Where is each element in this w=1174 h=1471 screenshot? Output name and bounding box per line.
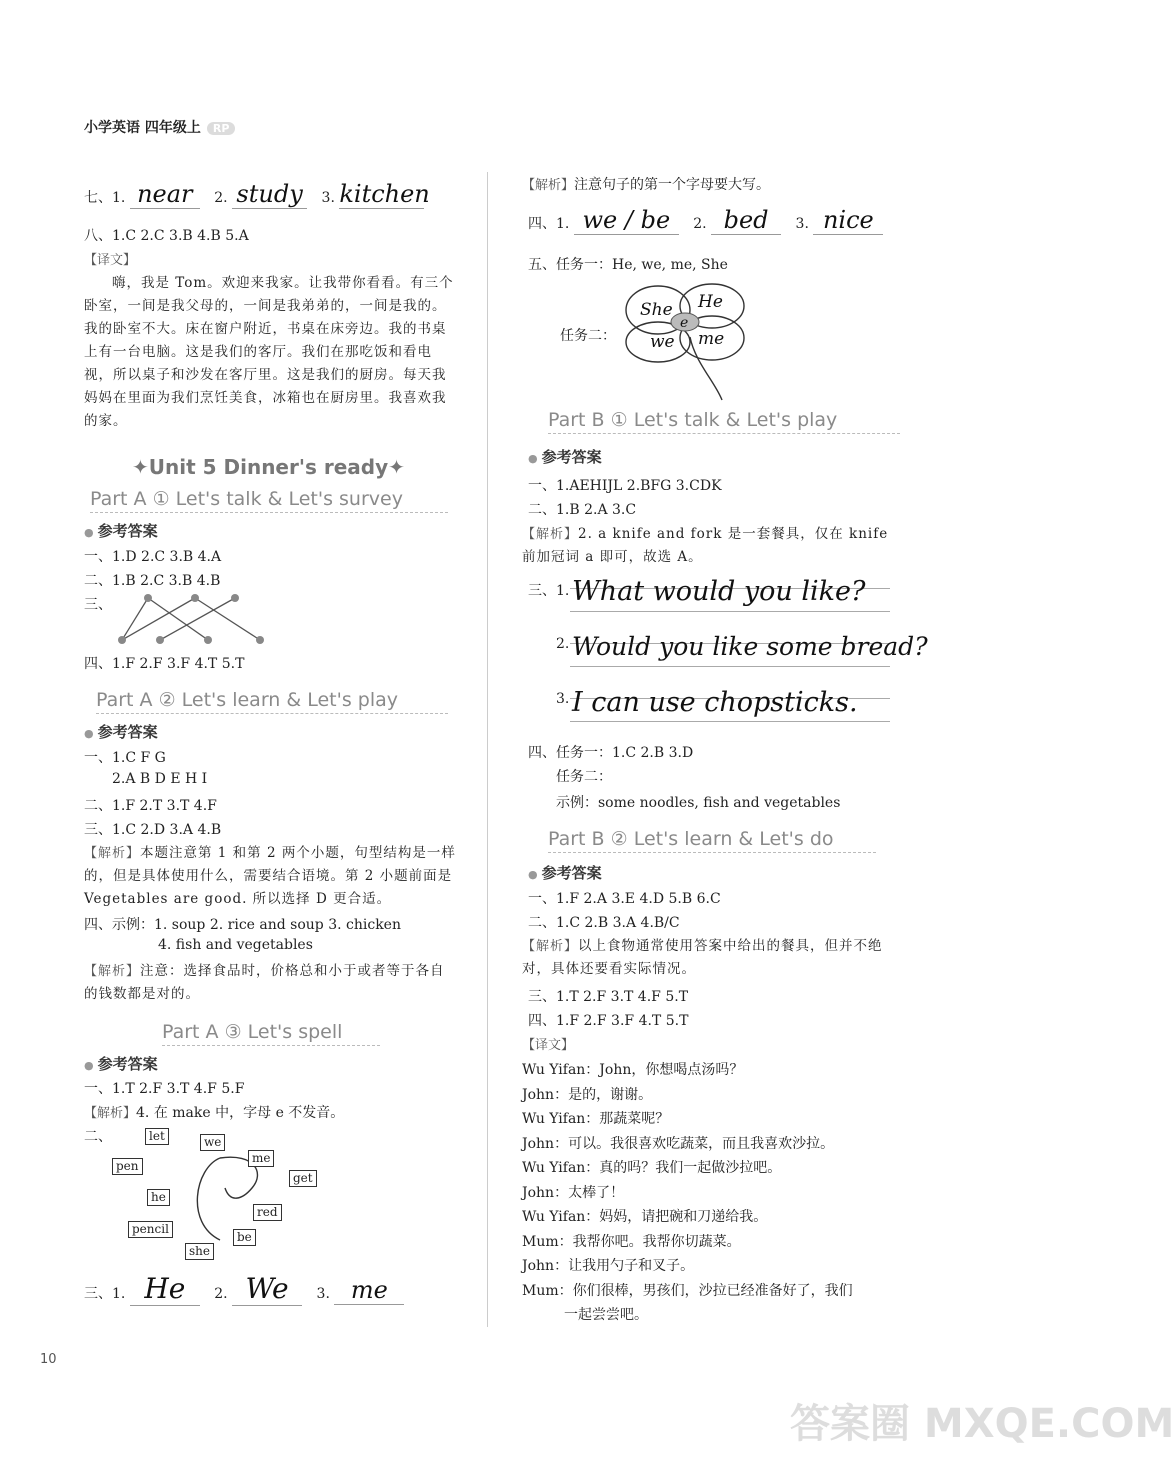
sentence-number: 3. bbox=[556, 691, 570, 707]
sentence-number: 三、1. bbox=[528, 583, 570, 599]
answer-line: 任务二： bbox=[556, 769, 612, 785]
flower-center: e bbox=[680, 315, 689, 331]
answer-line: 三、 bbox=[84, 597, 112, 613]
answer-we-be: we / be bbox=[574, 206, 679, 235]
dialog-line: Wu Yifan：妈妈，请把碗和刀递给我。 bbox=[522, 1209, 768, 1225]
answer-line: 四、示例：1. soup 2. rice and soup 3. chicken bbox=[84, 917, 401, 933]
part-a3-heading: Part A ③ Let's spell bbox=[162, 1021, 380, 1046]
dialog-line: Mum：你们很棒，男孩们，沙拉已经准备好了，我们 bbox=[522, 1282, 853, 1299]
dialog-line: Wu Yifan：John，你想喝点汤吗？ bbox=[522, 1062, 744, 1078]
answer-line: 一、1.F 2.A 3.E 4.D 5.B 6.C bbox=[528, 891, 721, 907]
word-box: pencil bbox=[128, 1221, 173, 1238]
word-box: he bbox=[147, 1189, 170, 1206]
petal-he: He bbox=[698, 292, 723, 312]
answer-line: 4. fish and vegetables bbox=[158, 937, 313, 953]
page-number: 10 bbox=[40, 1352, 57, 1367]
column-divider bbox=[487, 172, 488, 1327]
part-b1-heading: Part B ① Let's talk & Let's play bbox=[548, 409, 900, 434]
word-box: she bbox=[185, 1243, 214, 1260]
a3-analysis: 【解析】4. 在 make 中，字母 e 不发音。 bbox=[84, 1105, 345, 1121]
unit-title: ✦Unit 5 Dinner's ready✦ bbox=[132, 455, 405, 479]
translation-text: 嗨，我是 Tom。欢迎来我家。让我带你看看。有三个卧室，一间是我父母的，一间是我弟弟的，一间是我的。我的卧室不大。床在窗户附近，书桌在床旁边。我的书桌上有一台电脑。这是我们的客厅。我们在那吃饭和看电视，所以桌子和沙发在客厅里。这是我们的厨房。每天我妈妈在里面为我们烹饪美食，冰箱也在厨房里。我喜欢我的家。 bbox=[84, 275, 454, 429]
answer-nice: nice bbox=[813, 206, 883, 235]
ref-answer-label: ● 参考答案 bbox=[528, 446, 602, 467]
dialog-line: Wu Yifan：真的吗？我们一起做沙拉吧。 bbox=[522, 1160, 782, 1176]
left-q7: 七、1. near 2. study 3. kitchen bbox=[84, 180, 430, 208]
a2-analysis-2: 【解析】注意：选择食品时，价格总和小于或者等于各自的钱数都是对的。 bbox=[84, 963, 445, 1002]
answer-me: me bbox=[334, 1276, 404, 1305]
petal-we: we bbox=[650, 332, 675, 352]
clover-flower bbox=[620, 282, 755, 402]
answer-line: 2.A B D E H I bbox=[112, 771, 208, 787]
answer-he: He bbox=[130, 1272, 200, 1306]
dialog-line: John：让我用勺子和叉子。 bbox=[522, 1258, 695, 1274]
answer-line: 示例：some noodles, fish and vegetables bbox=[556, 795, 841, 811]
translation-tag: 【译文】 bbox=[84, 253, 137, 268]
word-box: be bbox=[233, 1229, 256, 1246]
watermark: 答案圈 MXQE.COM bbox=[790, 1401, 1174, 1447]
b1-analysis: 【解析】2. a knife and fork 是一套餐具，仅在 knife 前加冠词 a 即可，故选 A。 bbox=[522, 526, 889, 565]
answer-line: 三、1.C 2.D 3.A 4.B bbox=[84, 822, 222, 838]
part-a2-heading: Part A ② Let's learn & Let's play bbox=[96, 689, 448, 714]
petal-me: me bbox=[698, 329, 725, 349]
answer-line: 一、1.T 2.F 3.T 4.F 5.F bbox=[84, 1081, 245, 1097]
dialog bbox=[522, 1058, 853, 1328]
word-box: let bbox=[145, 1128, 169, 1145]
answer-line: 二、1.B 2.A 3.C bbox=[528, 502, 637, 518]
word-box: pen bbox=[112, 1158, 143, 1175]
matching-diagram bbox=[110, 590, 270, 650]
part-a1-heading: Part A ① Let's talk & Let's survey bbox=[90, 488, 448, 513]
answer-kitchen: kitchen bbox=[339, 180, 430, 208]
answer-line: 二、1.F 2.T 3.T 4.F bbox=[84, 798, 217, 814]
ref-answer-label: ● 参考答案 bbox=[528, 862, 602, 883]
answer-study: study bbox=[232, 180, 307, 209]
answer-line: 四、1.F 2.F 3.F 4.T 5.T bbox=[84, 656, 245, 672]
word-box: me bbox=[248, 1150, 274, 1167]
rp-badge: RP bbox=[207, 122, 236, 135]
word-box: red bbox=[253, 1204, 282, 1221]
part-b2-heading: Part B ② Let's learn & Let's do bbox=[548, 828, 876, 853]
petal-she: She bbox=[640, 300, 673, 320]
dialog-line: 一起尝尝吧。 bbox=[564, 1307, 648, 1323]
book-header bbox=[84, 117, 235, 137]
sentence-1: What would you like? bbox=[572, 576, 866, 607]
answer-we: We bbox=[232, 1272, 302, 1306]
ref-answer-label: ● 参考答案 bbox=[84, 1053, 158, 1074]
dialog-line: Mum：我帮你吧。我帮你切蔬菜。 bbox=[522, 1233, 741, 1250]
a3-q3: 三、1. He 2. We 3. me bbox=[84, 1272, 404, 1306]
task2-label: 任务二： bbox=[560, 328, 616, 344]
word-box: get bbox=[289, 1170, 317, 1187]
answer-near: near bbox=[130, 180, 200, 209]
right-analysis-top: 【解析】注意句子的第一个字母要大写。 bbox=[522, 177, 771, 193]
answer-line: 二、1.B 2.C 3.B 4.B bbox=[84, 573, 221, 589]
right-q4: 四、1. we / be 2. bed 3. nice bbox=[528, 206, 883, 235]
answer-line: 三、1.T 2.F 3.T 4.F 5.T bbox=[528, 989, 689, 1005]
right-q5: 五、任务一：He, we, me, She bbox=[528, 257, 728, 273]
word-box: we bbox=[200, 1134, 225, 1151]
book-title: 小学英语 四年级上 bbox=[84, 120, 201, 136]
answer-line: 二、 bbox=[84, 1129, 112, 1145]
ref-answer-label: ● 参考答案 bbox=[84, 721, 158, 742]
dialog-line: John：太棒了！ bbox=[522, 1184, 625, 1201]
sentence-2: Would you like some bread? bbox=[572, 632, 928, 661]
answer-line: 二、1.C 2.B 3.A 4.B/C bbox=[528, 915, 680, 931]
sentence-3: I can use chopsticks. bbox=[572, 687, 858, 718]
translation-tag: 【译文】 bbox=[522, 1038, 575, 1053]
b2-analysis: 【解析】以上食物通常使用答案中给出的餐具，但并不绝对，具体还要看实际情况。 bbox=[522, 938, 883, 977]
answer-line: 四、1.F 2.F 3.F 4.T 5.T bbox=[528, 1013, 689, 1029]
dialog-line: John：可以。我很喜欢吃蔬菜，而且我喜欢沙拉。 bbox=[522, 1135, 835, 1152]
answer-line: 四、任务一：1.C 2.B 3.D bbox=[528, 745, 694, 761]
dialog-line: Wu Yifan：那蔬菜呢？ bbox=[522, 1111, 670, 1127]
answer-bed: bed bbox=[711, 206, 781, 235]
sentence-number: 2. bbox=[556, 636, 570, 652]
dialog-line: John：是的，谢谢。 bbox=[522, 1086, 653, 1103]
answer-line: 一、1.D 2.C 3.B 4.A bbox=[84, 549, 222, 565]
left-q8: 八、1.C 2.C 3.B 4.B 5.A bbox=[84, 228, 249, 244]
answer-line: 一、1.AEHIJL 2.BFG 3.CDK bbox=[528, 478, 722, 494]
ref-answer-label: ● 参考答案 bbox=[84, 520, 158, 541]
answer-line: 一、1.C F G bbox=[84, 750, 166, 766]
a2-analysis: 【解析】本题注意第 1 和第 2 两个小题，句型结构是一样的，但是具体使用什么，需要结合语境。第 2 小题前面是 Vegetables are good. 所以选择 D 更合适。 bbox=[84, 845, 456, 907]
